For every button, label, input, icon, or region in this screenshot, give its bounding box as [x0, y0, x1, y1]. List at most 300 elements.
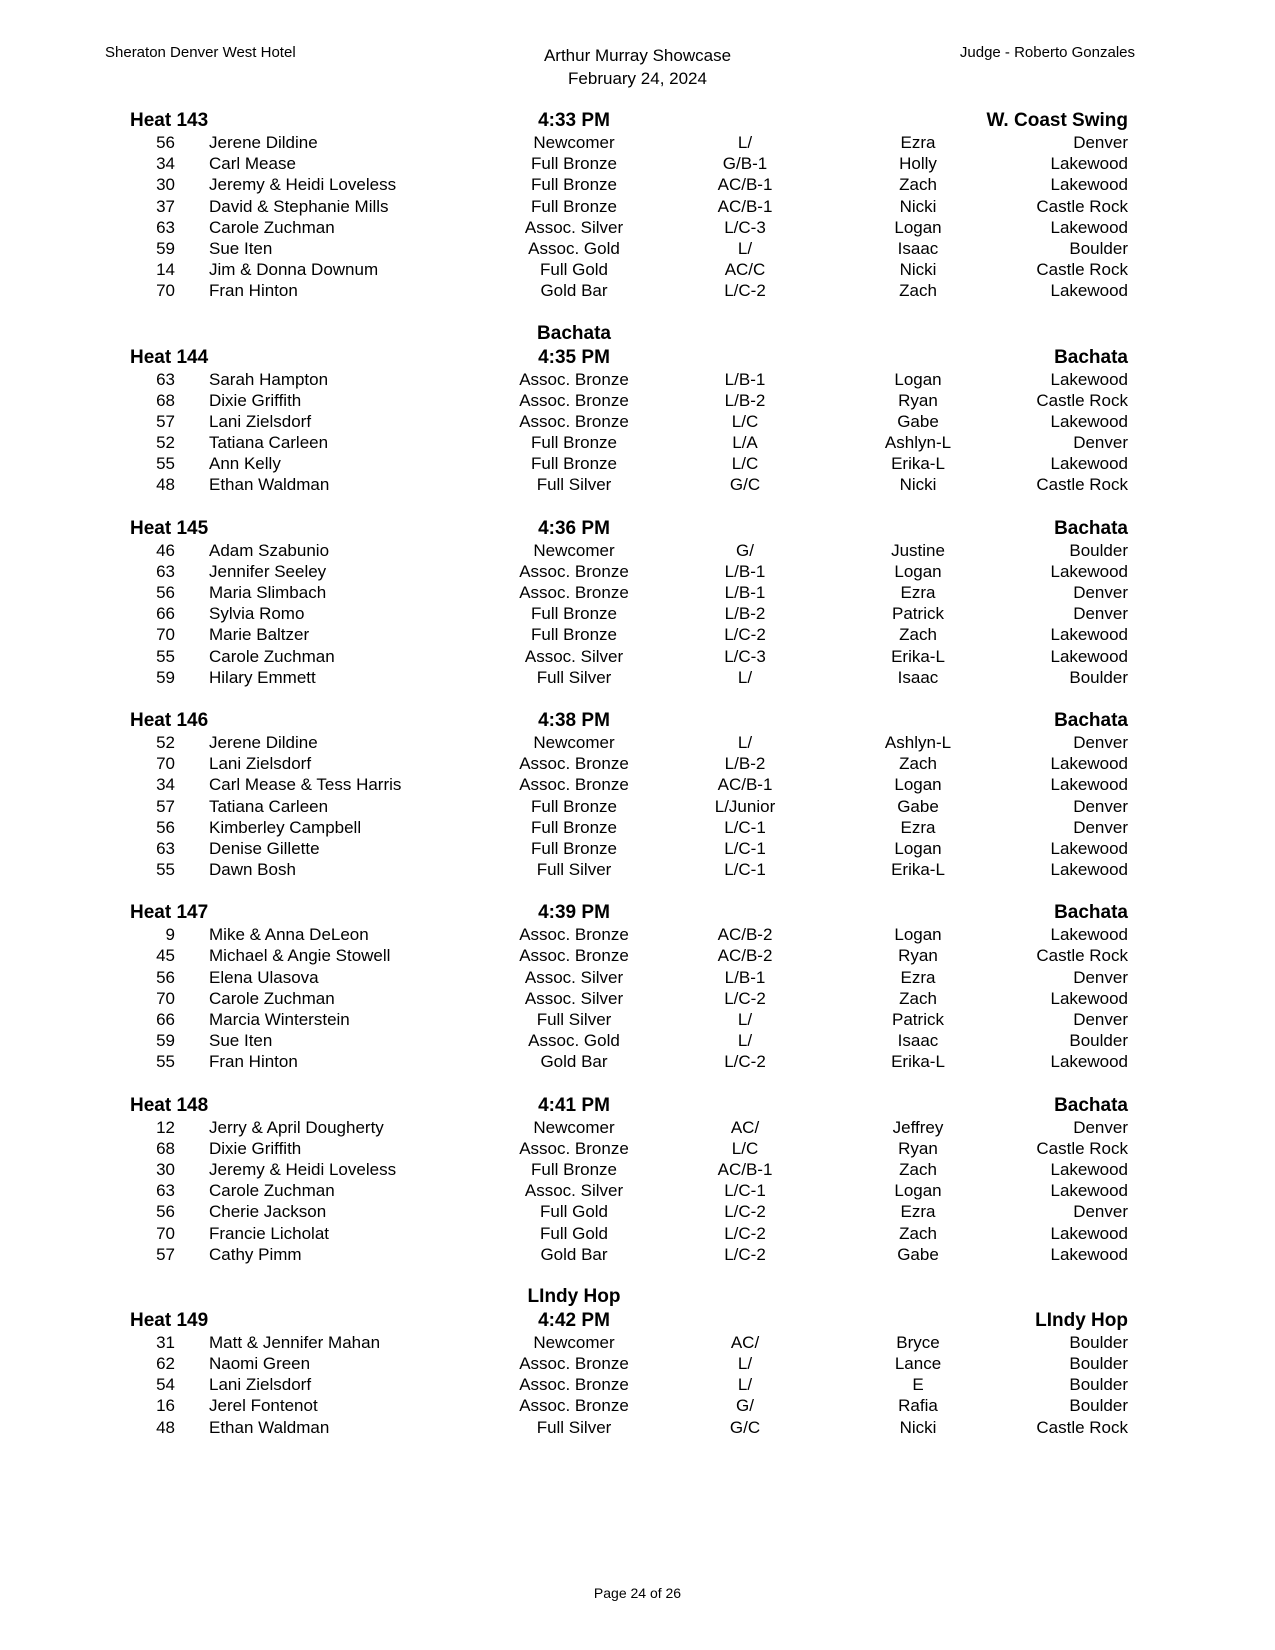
entry-row	[0, 1395, 1275, 1416]
entry-name: Lani Zielsdorf	[209, 1375, 312, 1395]
entry-name: Tatiana Carleen	[209, 796, 329, 816]
entry-location: Denver	[1073, 604, 1128, 624]
entry-row	[0, 259, 1275, 280]
entry-instructor: E	[912, 1375, 924, 1395]
entry-number: 66	[156, 604, 175, 624]
entry-category: L/C-2	[724, 1052, 766, 1072]
entry-number: 56	[156, 817, 175, 837]
entry-instructor: Ashlyn-L	[884, 732, 952, 752]
entry-number: 55	[156, 454, 175, 474]
entry-name: Cathy Pimm	[209, 1244, 302, 1264]
entry-category: L/C-2	[724, 988, 766, 1008]
entry-location: Castle Rock	[1036, 196, 1128, 216]
entry-instructor: Logan	[894, 561, 942, 581]
entry-level: Full Bronze	[531, 196, 617, 216]
entry-instructor: Justine	[891, 540, 945, 560]
entry-name: Jeremy & Heidi Loveless	[209, 175, 397, 195]
entry-category: L/C-2	[724, 625, 766, 645]
entry-level: Assoc. Silver	[524, 967, 624, 987]
entry-number: 63	[156, 838, 175, 858]
entry-level: Full Silver	[536, 860, 612, 880]
entry-category: L/B-1	[724, 583, 766, 602]
entry-row	[0, 1159, 1275, 1180]
entry-instructor: Jeffrey	[892, 1117, 944, 1137]
entry-instructor: Bryce	[896, 1332, 940, 1352]
heat-dance: Bachata	[1054, 709, 1128, 731]
entry-location: Lakewood	[1050, 1052, 1128, 1072]
entry-name: Sylvia Romo	[209, 604, 305, 624]
entry-name: Ethan Waldman	[209, 1417, 330, 1437]
entry-instructor: Zach	[899, 175, 937, 195]
heat-header	[0, 709, 1275, 732]
entry-location: Denver	[1073, 1010, 1128, 1029]
entry-location: Lakewood	[1050, 838, 1128, 858]
entry-number: 70	[156, 1223, 175, 1243]
entry-level: Full Silver	[536, 1010, 612, 1029]
entry-row	[0, 967, 1275, 988]
spacer	[0, 880, 1275, 901]
heat-time: 4:35 PM	[538, 346, 610, 368]
entry-instructor: Lance	[894, 1354, 942, 1374]
entry-instructor: Nicki	[899, 196, 937, 216]
heat-dance: Bachata	[1054, 902, 1128, 924]
heat-dance: W. Coast Swing	[986, 110, 1128, 131]
entry-category: G/	[736, 540, 754, 560]
entry-category: AC/	[730, 1117, 760, 1137]
heat-header	[0, 1309, 1275, 1332]
entry-number: 63	[156, 369, 175, 389]
entry-row	[0, 390, 1275, 411]
entry-level: Assoc. Bronze	[519, 1396, 629, 1416]
entry-number: 57	[156, 796, 175, 816]
entry-row	[0, 217, 1275, 238]
entry-instructor: Erika-L	[891, 860, 945, 880]
entry-instructor: Ezra	[900, 967, 936, 987]
entry-location: Denver	[1073, 433, 1128, 453]
entry-category: G/	[736, 1396, 754, 1416]
entry-name: Tatiana Carleen	[209, 433, 329, 453]
heat-header	[0, 517, 1275, 540]
heat-time: 4:33 PM	[538, 110, 610, 131]
entry-instructor: Logan	[894, 775, 942, 795]
entry-row	[0, 1374, 1275, 1395]
entry-category: L/	[737, 238, 753, 258]
entry-instructor: Zach	[899, 281, 937, 301]
entry-number: 46	[156, 540, 175, 560]
entry-instructor: Erika-L	[891, 1052, 945, 1072]
heat-number: Heat 146	[130, 709, 209, 731]
entry-row	[0, 411, 1275, 432]
entry-number: 14	[156, 260, 175, 280]
entry-category: L/C-2	[724, 1223, 766, 1243]
section-title	[0, 323, 1275, 346]
spacer	[0, 1438, 1275, 1459]
entry-location: Denver	[1073, 967, 1128, 987]
entry-number: 56	[156, 583, 175, 602]
event-title: Arthur Murray Showcase	[543, 46, 732, 65]
event-date: February 24, 2024	[568, 69, 707, 88]
entry-location: Lakewood	[1050, 1244, 1128, 1264]
entry-level: Assoc. Silver	[524, 1181, 624, 1201]
entry-row	[0, 1244, 1275, 1265]
entry-number: 9	[165, 925, 175, 945]
entry-level: Assoc. Bronze	[519, 1375, 629, 1395]
entry-name: Jerel Fontenot	[209, 1396, 318, 1416]
entry-location: Denver	[1073, 1117, 1128, 1137]
heat-header	[0, 109, 1275, 132]
entry-level: Full Bronze	[531, 604, 617, 624]
entry-location: Castle Rock	[1036, 390, 1128, 410]
entry-instructor: Holly	[899, 154, 937, 174]
entry-name: Carole Zuchman	[209, 1181, 335, 1201]
entry-name: Adam Szabunio	[209, 540, 330, 560]
entry-name: Sue Iten	[209, 1031, 273, 1051]
entry-number: 57	[156, 1244, 175, 1264]
entry-instructor: Ryan	[898, 1138, 938, 1158]
entry-category: L/B-1	[724, 561, 766, 581]
heat-time: 4:42 PM	[538, 1309, 610, 1331]
entry-level: Assoc. Silver	[524, 988, 624, 1008]
heat-dance: LIndy Hop	[1035, 1309, 1128, 1331]
entry-category: L/C-1	[724, 817, 766, 837]
entry-instructor: Gabe	[897, 411, 939, 431]
entry-name: Dixie Griffith	[209, 390, 302, 410]
entry-level: Assoc. Bronze	[519, 561, 629, 581]
heat-number: Heat 145	[130, 517, 209, 539]
entry-level: Full Bronze	[531, 817, 617, 837]
heat-header	[0, 901, 1275, 924]
entry-instructor: Zach	[899, 754, 937, 774]
entry-number: 34	[156, 154, 175, 174]
entry-level: Full Bronze	[531, 175, 617, 195]
entry-name: Jim & Donna Downum	[209, 260, 379, 280]
entry-number: 63	[156, 561, 175, 581]
entry-name: Carole Zuchman	[209, 217, 335, 237]
entry-category: L/C	[731, 411, 759, 431]
entry-name: Carole Zuchman	[209, 646, 335, 666]
entry-location: Castle Rock	[1036, 260, 1128, 280]
heat-block	[0, 1094, 1275, 1265]
entry-category: L/C-1	[724, 860, 766, 880]
heat-number: Heat 144	[130, 346, 209, 368]
entry-level: Full Bronze	[531, 796, 617, 816]
heat-block	[0, 109, 1275, 302]
entry-category: L/	[737, 133, 753, 152]
heat-time: 4:36 PM	[538, 517, 610, 539]
entry-row	[0, 859, 1275, 880]
section-title-text: LIndy Hop	[527, 1285, 621, 1307]
entry-number: 59	[156, 667, 175, 687]
entry-instructor: Nicki	[899, 1417, 937, 1437]
entry-instructor: Gabe	[897, 1244, 939, 1264]
entry-level: Newcomer	[533, 1332, 615, 1352]
entry-category: L/	[737, 1375, 753, 1395]
entry-level: Newcomer	[533, 1117, 615, 1137]
entry-category: L/C-1	[724, 838, 766, 858]
entry-location: Denver	[1073, 796, 1128, 816]
entry-category: L/C-3	[724, 646, 766, 666]
entry-row	[0, 988, 1275, 1009]
entry-level: Full Bronze	[531, 1159, 617, 1179]
entry-name: Naomi Green	[209, 1354, 311, 1374]
entry-location: Denver	[1073, 732, 1128, 752]
entry-instructor: Logan	[894, 838, 942, 858]
entry-row	[0, 796, 1275, 817]
entry-location: Lakewood	[1050, 454, 1128, 474]
entry-location: Lakewood	[1050, 281, 1128, 301]
entry-number: 52	[156, 433, 175, 453]
entry-level: Gold Bar	[540, 1052, 608, 1072]
heat-time: 4:38 PM	[538, 709, 610, 731]
entry-name: Jerene Dildine	[209, 133, 318, 152]
entry-category: L/	[737, 732, 753, 752]
entry-number: 55	[156, 646, 175, 666]
entry-location: Lakewood	[1050, 561, 1128, 581]
entry-level: Assoc. Silver	[524, 217, 624, 237]
entry-name: Carl Mease & Tess Harris	[209, 775, 402, 795]
entry-level: Assoc. Bronze	[519, 754, 629, 774]
entry-location: Boulder	[1069, 1332, 1128, 1352]
entry-number: 12	[156, 1117, 175, 1137]
entry-name: Sarah Hampton	[209, 369, 329, 389]
entry-level: Full Gold	[539, 260, 609, 280]
entry-name: Lani Zielsdorf	[209, 411, 312, 431]
entry-level: Full Bronze	[531, 433, 617, 453]
entry-name: Hilary Emmett	[209, 667, 316, 687]
entry-location: Lakewood	[1050, 1181, 1128, 1201]
heat-block	[0, 709, 1275, 880]
entry-category: L/C	[731, 454, 759, 474]
entry-level: Full Bronze	[531, 625, 617, 645]
entry-category: L/B-1	[724, 369, 766, 389]
entry-category: L/B-1	[724, 967, 766, 987]
heat-header	[0, 1094, 1275, 1117]
page-number: Page 24 of 26	[593, 1585, 682, 1601]
entry-location: Boulder	[1069, 667, 1128, 687]
entry-instructor: Patrick	[892, 1010, 944, 1029]
entry-location: Lakewood	[1050, 369, 1128, 389]
entry-location: Boulder	[1069, 1031, 1128, 1051]
entry-row	[0, 453, 1275, 474]
entry-location: Boulder	[1069, 238, 1128, 258]
entry-name: Fran Hinton	[209, 281, 298, 301]
heat-number: Heat 149	[130, 1309, 209, 1331]
entry-row	[0, 1138, 1275, 1159]
entry-category: AC/C	[724, 260, 766, 280]
entry-location: Lakewood	[1050, 646, 1128, 666]
entry-category: L/	[737, 1010, 753, 1029]
entry-instructor: Erika-L	[891, 454, 945, 474]
entry-name: Lani Zielsdorf	[209, 754, 312, 774]
entry-location: Boulder	[1069, 1396, 1128, 1416]
entry-name: Fran Hinton	[209, 1052, 298, 1072]
entry-number: 59	[156, 238, 175, 258]
entry-location: Castle Rock	[1036, 1138, 1128, 1158]
entry-category: L/B-2	[724, 754, 766, 774]
heat-number: Heat 143	[130, 110, 209, 131]
entry-location: Lakewood	[1050, 754, 1128, 774]
entry-number: 48	[156, 475, 175, 495]
entry-level: Assoc. Bronze	[519, 369, 629, 389]
entry-name: Jennifer Seeley	[209, 561, 327, 581]
heat-dance: Bachata	[1054, 346, 1128, 368]
entry-name: Michael & Angie Stowell	[209, 946, 391, 966]
entry-category: AC/B-1	[717, 196, 773, 216]
entry-number: 70	[156, 625, 175, 645]
entry-instructor: Logan	[894, 925, 942, 945]
entry-category: AC/B-1	[717, 175, 773, 195]
entry-location: Lakewood	[1050, 925, 1128, 945]
entry-row	[0, 369, 1275, 390]
entry-category: L/A	[732, 433, 758, 453]
venue-name: Sheraton Denver West Hotel	[105, 44, 296, 61]
entry-row	[0, 1201, 1275, 1222]
entry-instructor: Isaac	[897, 238, 939, 258]
heat-number: Heat 147	[130, 902, 209, 924]
entry-level: Full Silver	[536, 1417, 612, 1437]
entry-category: AC/B-2	[717, 946, 773, 966]
entry-row	[0, 1223, 1275, 1244]
entry-location: Lakewood	[1050, 411, 1128, 431]
entry-row	[0, 1180, 1275, 1201]
entry-row	[0, 732, 1275, 753]
entry-instructor: Zach	[899, 988, 937, 1008]
entry-number: 30	[156, 1159, 175, 1179]
entry-name: Carole Zuchman	[209, 988, 335, 1008]
spacer	[0, 302, 1275, 323]
entry-row	[0, 774, 1275, 795]
entry-level: Full Silver	[536, 475, 612, 495]
entry-name: Denise Gillette	[209, 838, 320, 858]
entry-row	[0, 1051, 1275, 1072]
entry-location: Boulder	[1069, 540, 1128, 560]
entry-number: 66	[156, 1010, 175, 1029]
entry-category: L/	[737, 1354, 753, 1374]
entry-name: Matt & Jennifer Mahan	[209, 1332, 381, 1352]
heat-block	[0, 901, 1275, 1072]
entry-instructor: Zach	[899, 1159, 937, 1179]
entry-number: 37	[156, 196, 175, 216]
heat-block	[0, 517, 1275, 688]
entry-instructor: Patrick	[892, 604, 944, 624]
entry-level: Gold Bar	[540, 281, 608, 301]
entry-level: Assoc. Bronze	[519, 925, 629, 945]
entry-row	[0, 667, 1275, 688]
entry-row	[0, 432, 1275, 453]
entry-number: 31	[156, 1332, 175, 1352]
entry-number: 68	[156, 1138, 175, 1158]
entry-category: G/C	[729, 1417, 761, 1437]
entry-location: Castle Rock	[1036, 475, 1128, 495]
entry-location: Lakewood	[1050, 988, 1128, 1008]
entry-instructor: Erika-L	[891, 646, 945, 666]
entry-level: Assoc. Silver	[524, 646, 624, 666]
entry-level: Assoc. Bronze	[519, 1354, 629, 1374]
entry-instructor: Isaac	[897, 667, 939, 687]
entry-number: 59	[156, 1031, 175, 1051]
entry-category: L/B-2	[724, 390, 766, 410]
entry-location: Lakewood	[1050, 860, 1128, 880]
entry-row	[0, 174, 1275, 195]
entry-category: L/C-2	[724, 1244, 766, 1264]
entry-category: G/B-1	[722, 154, 768, 174]
entry-category: AC/B-2	[717, 925, 773, 945]
entry-number: 48	[156, 1417, 175, 1437]
entry-level: Full Bronze	[531, 154, 617, 174]
entry-number: 63	[156, 1181, 175, 1201]
heat-time: 4:41 PM	[538, 1094, 610, 1116]
entry-level: Newcomer	[533, 540, 615, 560]
entry-row	[0, 1332, 1275, 1353]
entry-row	[0, 646, 1275, 667]
entry-name: Kimberley Campbell	[209, 817, 362, 837]
entry-row	[0, 582, 1275, 603]
heat-time: 4:39 PM	[538, 902, 610, 924]
heat-block	[0, 1309, 1275, 1438]
entry-row	[0, 153, 1275, 174]
judge-name: Judge - Roberto Gonzales	[959, 44, 1135, 61]
entry-name: Jerry & April Dougherty	[209, 1117, 384, 1137]
entry-row	[0, 624, 1275, 645]
entry-level: Full Gold	[539, 1223, 609, 1243]
entry-category: L/Junior	[714, 796, 776, 816]
entry-level: Assoc. Bronze	[519, 775, 629, 795]
entry-name: Dixie Griffith	[209, 1138, 302, 1158]
entry-category: L/C-2	[724, 281, 766, 301]
heat-block	[0, 346, 1275, 496]
entry-row	[0, 817, 1275, 838]
entry-row	[0, 838, 1275, 859]
entry-row	[0, 238, 1275, 259]
entry-instructor: Ezra	[900, 133, 936, 152]
entry-name: Jeremy & Heidi Loveless	[209, 1159, 397, 1179]
entry-number: 70	[156, 281, 175, 301]
entry-row	[0, 1117, 1275, 1138]
entry-name: Sue Iten	[209, 238, 273, 258]
section-title-text: Bachata	[537, 322, 611, 344]
entry-instructor: Nicki	[899, 475, 937, 495]
entry-level: Assoc. Gold	[528, 1031, 620, 1051]
entry-row	[0, 1009, 1275, 1030]
entry-category: L/C-1	[724, 1181, 766, 1201]
entry-row	[0, 1417, 1275, 1438]
entry-location: Lakewood	[1050, 775, 1128, 795]
entry-category: G/C	[729, 475, 761, 495]
entry-category: AC/	[730, 1332, 760, 1352]
entry-row	[0, 540, 1275, 561]
entry-location: Lakewood	[1050, 217, 1128, 237]
spacer	[0, 1073, 1275, 1094]
entry-level: Newcomer	[533, 133, 615, 152]
entry-level: Full Bronze	[531, 454, 617, 474]
entry-level: Newcomer	[533, 732, 615, 752]
entry-instructor: Logan	[894, 1181, 942, 1201]
entry-instructor: Ryan	[898, 946, 938, 966]
entry-level: Full Bronze	[531, 838, 617, 858]
entry-number: 62	[156, 1354, 175, 1374]
entry-row	[0, 1030, 1275, 1051]
entry-number: 70	[156, 754, 175, 774]
entry-level: Assoc. Bronze	[519, 946, 629, 966]
entry-level: Assoc. Bronze	[519, 583, 629, 602]
entry-row	[0, 753, 1275, 774]
entry-location: Denver	[1073, 133, 1128, 152]
entry-level: Assoc. Bronze	[519, 1138, 629, 1158]
entry-number: 56	[156, 133, 175, 152]
heat-header	[0, 346, 1275, 369]
entry-name: David & Stephanie Mills	[209, 196, 389, 216]
entry-instructor: Isaac	[897, 1031, 939, 1051]
